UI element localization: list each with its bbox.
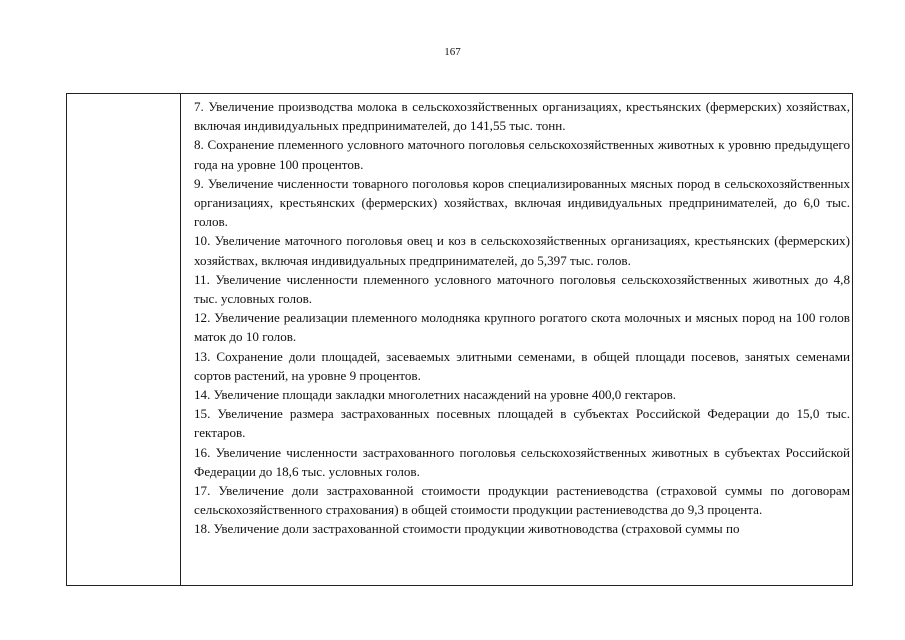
indicators-cell (194, 97, 850, 539)
indicator-item: 14. Увеличение площади закладки многолетних насаждений на уровне 400,0 гектаров. (194, 387, 677, 403)
indicator-item: 11. Увеличение численности племенного условного маточного поголовья сельскохозяйственных животных до 4,8 тыс. условных голов. (194, 271, 850, 307)
indicator-item: 16. Увеличение численности застрахованного поголовья сельскохозяйственных животных в субъектах Российской Федерации до 18,6 тыс. условных голов. (194, 444, 850, 479)
document-table (66, 93, 853, 586)
indicator-item: 9. Увеличение численности товарного поголовья коров специализированных мясных пород в сельскохозяйственных организациях, крестьянских (фермерских) хозяйствах, включая индивидуальных предпринимателей, до 6,0 тыс. голов. (194, 175, 850, 230)
indicator-item: 10. Увеличение маточного поголовья овец и коз в сельскохозяйственных организациях, крестьянских (фермерских) хозяйствах, включая индивидуальных предпринимателей, до 5,397 тыс. голов. (194, 233, 850, 268)
indicator-item: 17. Увеличение доли застрахованной стоимости продукции растениеводства (страховой суммы по договорам сельскохозяйственного страхования) в общей стоимости продукции растениеводства до 9,3 процента. (194, 483, 850, 518)
indicator-item: 13. Сохранение доли площадей, засеваемых элитными семенами, в общей площади посевов, занятых семенами сортов растений, на уровне 9 процентов. (194, 348, 850, 383)
indicator-item: 8. Сохранение племенного условного маточного поголовья сельскохозяйственных животных к уровню предыдущего года на уровне 100 процентов. (194, 137, 850, 172)
column-divider (180, 94, 181, 585)
page-number: 167 (444, 46, 461, 58)
indicator-item: 15. Увеличение размера застрахованных посевных площадей в субъектах Российской Федерации до 15,0 тыс. гектаров. (194, 406, 850, 441)
indicator-item: 12. Увеличение реализации племенного молодняка крупного рогатого скота молочных и мясных пород на 100 голов маток до 10 голов. (194, 310, 850, 345)
indicator-item: 18. Увеличение доли застрахованной стоимости продукции животноводства (страховой суммы по (194, 521, 740, 537)
indicator-item: 7. Увеличение производства молока в сельскохозяйственных организациях, крестьянских (фермерских) хозяйствах, включая индивидуальных предпринимателей, до 141,55 тыс. тонн. (194, 99, 850, 134)
